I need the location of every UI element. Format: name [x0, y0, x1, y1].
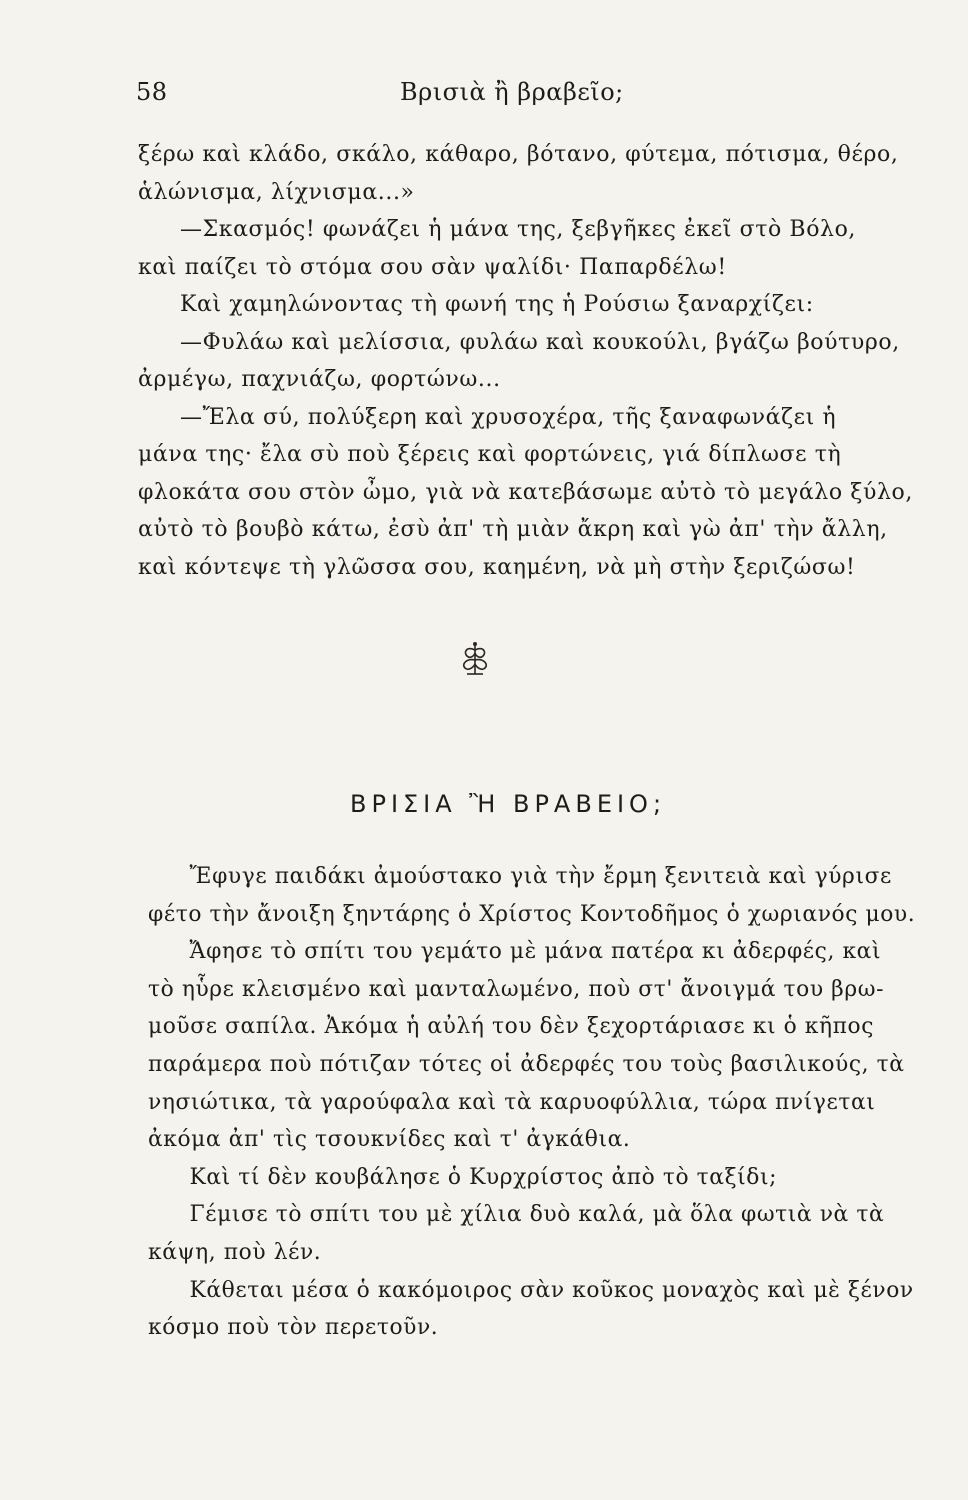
running-title: Βρισιὰ ἢ βραβεῖο; — [400, 78, 624, 106]
text-line: φλοκάτα σου στὸν ὦμο, γιὰ νὰ κατεβάσωμε αὐτὸ τὸ μεγάλο ξύλο, — [138, 479, 913, 505]
text-line: κόσμο ποὺ τὸν περετοῦν. — [148, 1315, 439, 1341]
text-line: Καὶ τί δὲν κουβάλησε ὁ Κυρχρίστος ἀπὸ τὸ ταξίδι; — [189, 1164, 778, 1190]
fleuron-ornament-icon — [455, 640, 495, 680]
body-text-part2 — [148, 858, 916, 1347]
text-line: καὶ κόντεψε τὴ γλῶσσα σου, καημένη, νὰ μὴ στὴν ξεριζώσω! — [138, 554, 856, 580]
text-line: —Φυλάω καὶ μελίσσια, φυλάω καὶ κουκούλι, βγάζω βούτυρο, — [180, 329, 900, 355]
text-line: Ἔφυγε παιδάκι ἀμούστακο γιὰ τὴν ἔρμη ξενιτειὰ καὶ γύρισε — [189, 864, 892, 889]
text-line: ξέρω καὶ κλάδο, σκάλο, κάθαρο, βότανο, φύτεμα, πότισμα, θέρο, — [138, 142, 899, 167]
page-number: 58 — [136, 78, 168, 106]
text-line: —Σκασμός! φωνάζει ἡ μάνα της, ξεβγῆκες ἐκεῖ στὸ Βόλο, — [180, 217, 857, 242]
text-line: Κάθεται μέσα ὁ κακόμοιρος σὰν κοῦκος μοναχὸς καὶ μὲ ξένον — [189, 1277, 914, 1303]
text-line: Καὶ χαμηλώνοντας τὴ φωνή της ἡ Ρούσιω ξαναρχίζει: — [180, 292, 814, 317]
text-line: Ἄφησε τὸ σπίτι του γεμάτο μὲ μάνα πατέρα κι ἀδερφές, καὶ — [189, 939, 882, 965]
body-text-part1 — [138, 136, 913, 586]
section-title: ΒΡΙΣΙΑ Ἢ ΒΡΑΒΕΙΟ; — [350, 790, 667, 818]
text-line: μάνα της· ἔλα σὺ ποὺ ξέρεις καὶ φορτώνεις, γιά δίπλωσε τὴ — [138, 442, 842, 467]
text-line: ἁλώνισμα, λίχνισμα...» — [138, 179, 415, 205]
text-line: Γέμισε τὸ σπίτι του μὲ χίλια δυὸ καλά, μὰ ὅλα φωτιὰ νὰ τὰ — [189, 1202, 885, 1228]
page-header — [132, 72, 732, 112]
text-line: αὐτὸ τὸ βουβὸ κάτω, ἐσὺ ἀπ' τὴ μιὰν ἄκρη καὶ γὼ ἀπ' τὴν ἄλλη, — [138, 517, 888, 542]
text-line: ἀρμέγω, παχνιάζω, φορτώνω... — [138, 367, 501, 392]
text-line: νησιώτικα, τὰ γαρούφαλα καὶ τὰ καρυοφύλλια, τώρα πνίγεται — [148, 1089, 876, 1115]
text-line: ἀκόμα ἀπ' τὶς τσουκνίδες καὶ τ' ἀγκάθια. — [148, 1127, 631, 1153]
text-line: μοῦσε σαπίλα. Ἀκόμα ἡ αὐλή του δὲν ξεχορτάριασε κι ὁ κῆπος — [148, 1014, 874, 1040]
text-line: καὶ παίζει τὸ στόμα σου σὰν ψαλίδι· Παπαρδέλω! — [138, 254, 727, 280]
text-line: παράμερα ποὺ πότιζαν τότες οἱ ἀδερφές του τοὺς βασιλικούς, τὰ — [148, 1051, 905, 1077]
text-line: τὸ ηὗρε κλεισμένο καὶ μανταλωμένο, ποὺ στ' ἄνοιγμά του βρω- — [148, 976, 885, 1002]
text-line: —Ἔλα σύ, πολύξερη καὶ χρυσοχέρα, τῆς ξαναφωνάζει ἡ — [180, 404, 837, 430]
text-line: φέτο τὴν ἄνοιξη ξηντάρης ὁ Χρίστος Κοντοδῆμος ὁ χωριανός μου. — [148, 901, 916, 927]
text-line: κάψη, ποὺ λέν. — [148, 1239, 322, 1265]
